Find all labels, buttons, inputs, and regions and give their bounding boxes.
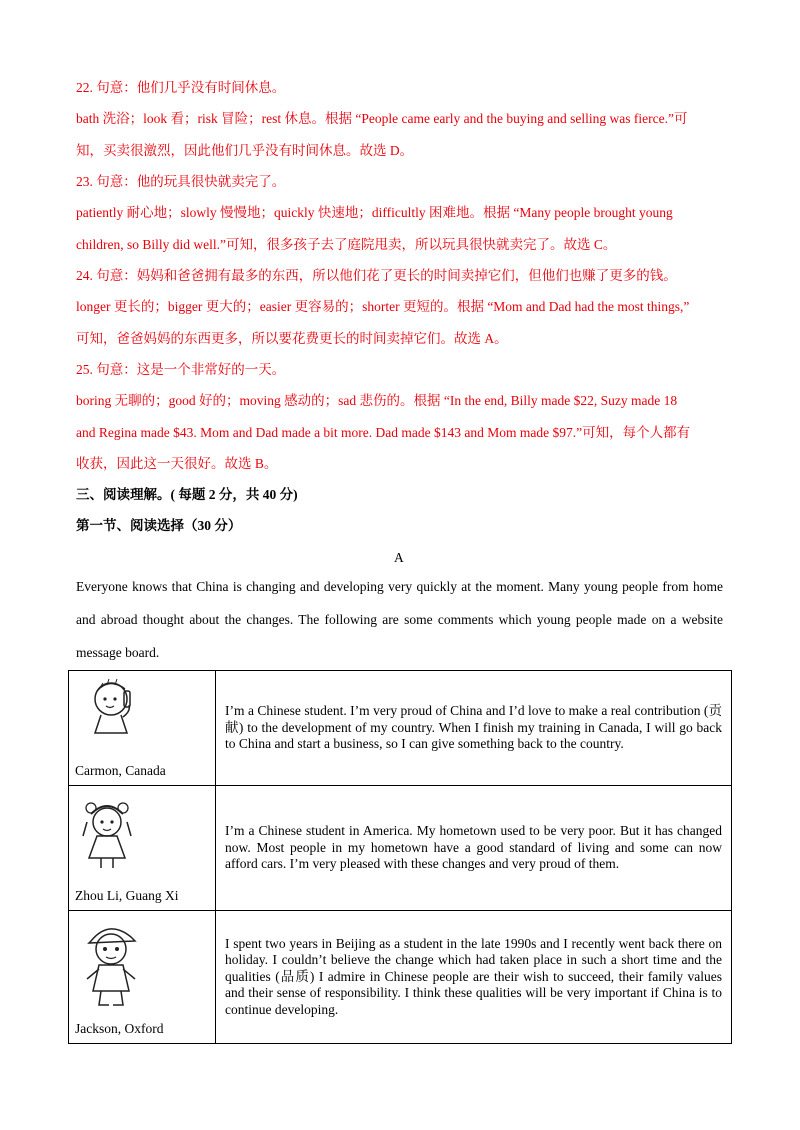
table-row — [69, 671, 732, 786]
q23-line-1: patiently 耐心地；slowly 慢慢地；quickly 快速地；difficultly 困难地。根据 “Many people brought young — [76, 205, 673, 220]
commenter-name: Jackson, Oxford — [75, 1021, 164, 1036]
commenter-cell — [69, 671, 216, 786]
passage-label: A — [394, 550, 404, 565]
comment-text: I’m a Chinese student in America. My hometown used to be very poor. But it has changed now. Most people in my hometown have a good standard of living and some can now afford cars. I’m very pleased with these changes and very proud of them. — [216, 786, 732, 911]
q23-title: 23. 句意：他的玩具很快就卖完了。 — [76, 174, 286, 189]
commenter-cell — [69, 911, 216, 1044]
commenter-name: Carmon, Canada — [75, 763, 166, 778]
cartoon-boy-cap-icon — [79, 917, 145, 1009]
commenter-cell — [69, 786, 216, 911]
commenter-name: Zhou Li, Guang Xi — [75, 888, 179, 903]
q25-line-2: and Regina made $43. Mom and Dad made a bit more. Dad made $143 and Mom made $97.”可知，每个人都有 — [76, 425, 691, 440]
section-heading: 三、阅读理解。( 每题 2 分，共 40 分) — [76, 487, 298, 502]
q25-title: 25. 句意：这是一个非常好的一天。 — [76, 362, 286, 377]
q24-line-2: 可知，爸爸妈妈的东西更多，所以要花费更长的时间卖掉它们。故选 A。 — [76, 331, 508, 346]
q25-line-3: 收获，因此这一天很好。故选 B。 — [76, 456, 278, 471]
q23-line-2: children, so Billy did well.”可知，很多孩子去了庭院甩卖，所以玩具很快就卖完了。故选 C。 — [76, 237, 617, 252]
cartoon-girl-icon — [79, 792, 139, 872]
q22-line-2: 知，买卖很激烈，因此他们几乎没有时间休息。故选 D。 — [76, 143, 414, 158]
q24-line-1: longer 更长的；bigger 更大的；easier 更容易的；shorter 更短的。根据 “Mom and Dad had the most things,” — [76, 299, 690, 314]
q25-line-1: boring 无聊的；good 好的；moving 感动的；sad 悲伤的。根据 “In the end, Billy made $22, Suzy made 18 — [76, 393, 678, 408]
table-row — [69, 786, 732, 911]
passage-intro: Everyone knows that China is changing and developing very quickly at the moment. Many young people from home and abroad thought about the changes. The following are some comments which young people made on a website message board. — [76, 579, 723, 660]
q22-line-1: bath 洗浴；look 看；risk 冒险；rest 休息。根据 “People came early and the buying and selling was fierce.”可 — [76, 111, 688, 126]
comment-text: I spent two years in Beijing as a student in the late 1990s and I recently went back there on holiday. I couldn’t believe the change which had taken place in such a short time and the qualities (品质) I admire in Chinese people are their wish to succeed, their family values and their sense of responsibility. I think these qualities will be very important if China is to continue developing. — [216, 911, 732, 1044]
comment-text: I’m a Chinese student. I’m very proud of China and I’d love to make a real contribution (贡献) to the development of my country. When I finish my training in Canada, I will go back to China and start a business, so I can give something back to the country. — [216, 671, 732, 786]
q24-title: 24. 句意：妈妈和爸爸拥有最多的东西，所以他们花了更长的时间卖掉它们，但他们也赚了更多的钱。 — [76, 268, 677, 283]
subsection-heading: 第一节、阅读选择（30 分） — [76, 518, 242, 533]
q22-title: 22. 句意：他们几乎没有时间休息。 — [76, 80, 286, 95]
table-row — [69, 911, 732, 1044]
comments-table — [68, 670, 732, 1044]
cartoon-boy-phone-icon — [79, 677, 149, 739]
